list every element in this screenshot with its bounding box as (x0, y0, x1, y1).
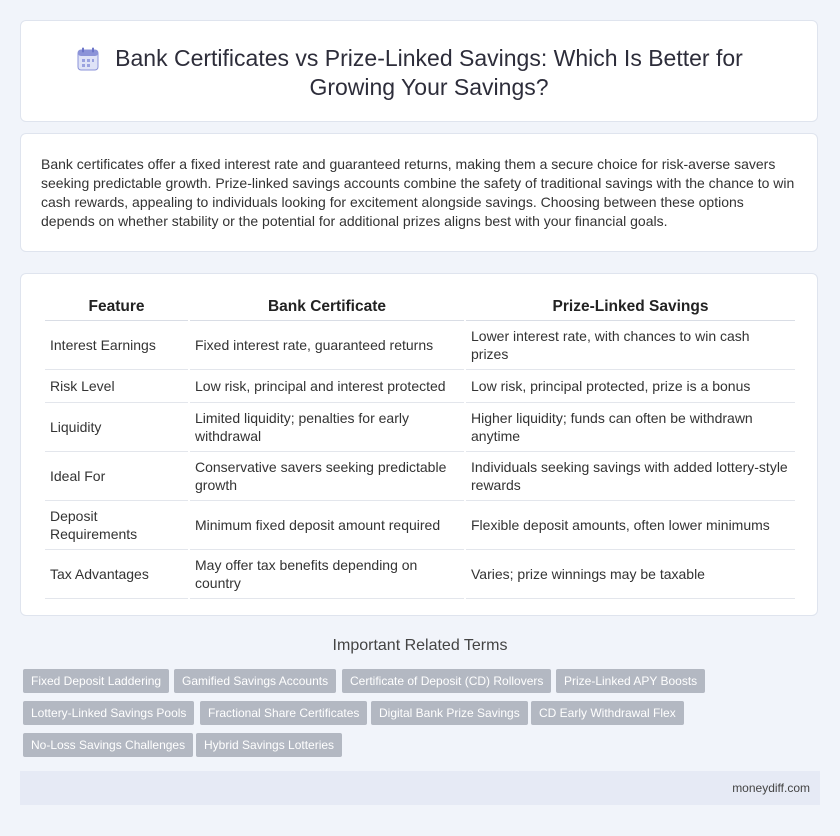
prize-linked-cell: Lower interest rate, with chances to win cash prizes (466, 321, 795, 370)
table-row (45, 403, 795, 452)
prize-linked-cell: Low risk, principal protected, prize is a bonus (466, 370, 795, 403)
related-term-tag[interactable]: Digital Bank Prize Savings (371, 701, 528, 725)
header-card (20, 20, 818, 122)
header-feature: Feature (45, 296, 188, 321)
prize-linked-cell: Individuals seeking savings with added lottery-style rewards (466, 452, 795, 501)
table-row (45, 550, 795, 599)
bank-certificate-cell: May offer tax benefits depending on country (190, 550, 464, 599)
related-term-tag[interactable]: Hybrid Savings Lotteries (196, 733, 342, 757)
feature-cell: Interest Earnings (45, 321, 188, 370)
feature-cell: Liquidity (45, 403, 188, 452)
header-prize-linked-savings: Prize-Linked Savings (466, 296, 795, 321)
table-row (45, 321, 795, 370)
footer (20, 771, 820, 805)
bank-certificate-cell: Limited liquidity; penalties for early withdrawal (190, 403, 464, 452)
prize-linked-cell: Varies; prize winnings may be taxable (466, 550, 795, 599)
prize-linked-cell: Flexible deposit amounts, often lower minimums (466, 501, 795, 550)
feature-cell: Deposit Requirements (45, 501, 188, 550)
table-row (45, 452, 795, 501)
bank-certificate-cell: Minimum fixed deposit amount required (190, 501, 464, 550)
bank-certificate-cell: Fixed interest rate, guaranteed returns (190, 321, 464, 370)
feature-cell: Risk Level (45, 370, 188, 403)
header-bank-certificate: Bank Certificate (190, 296, 464, 321)
related-term-tag[interactable]: Fractional Share Certificates (200, 701, 367, 725)
footer-brand[interactable]: moneydiff.com (732, 781, 810, 795)
related-term-tag[interactable]: Prize-Linked APY Boosts (556, 669, 705, 693)
related-term-tag[interactable]: Fixed Deposit Laddering (23, 669, 169, 693)
prize-linked-cell: Higher liquidity; funds can often be withdrawn anytime (466, 403, 795, 452)
related-term-tag[interactable]: Lottery-Linked Savings Pools (23, 701, 194, 725)
feature-cell: Ideal For (45, 452, 188, 501)
comparison-card (20, 273, 818, 616)
related-terms-title: Important Related Terms (332, 637, 508, 654)
table-row (45, 370, 795, 403)
related-term-tag[interactable]: Gamified Savings Accounts (174, 669, 336, 693)
related-term-tag[interactable]: No-Loss Savings Challenges (23, 733, 193, 757)
feature-cell: Tax Advantages (45, 550, 188, 599)
page-title: Bank Certificates vs Prize-Linked Savings: Which Is Better for Growing Your Savings? (115, 45, 743, 100)
related-term-tag[interactable]: CD Early Withdrawal Flex (531, 701, 684, 725)
comparison-table (43, 296, 797, 599)
intro-paragraph: Bank certificates offer a fixed interest rate and guaranteed returns, making them a secure choice for risk-averse savers seeking predictable growth. Prize-linked savings accounts combine the safety of traditional savings with the chance to win cash rewards, appealing to individuals looking for excitement alongside savings. Choosing between these options depends on whether stability or the potential for additional prizes aligns best with your financial goals. (41, 156, 795, 229)
intro-card (20, 133, 818, 252)
table-row (45, 501, 795, 550)
bank-certificate-cell: Conservative savers seeking predictable growth (190, 452, 464, 501)
bank-certificate-cell: Low risk, principal and interest protected (190, 370, 464, 403)
table-header-row (45, 296, 795, 321)
related-term-tag[interactable]: Certificate of Deposit (CD) Rollovers (342, 669, 551, 693)
